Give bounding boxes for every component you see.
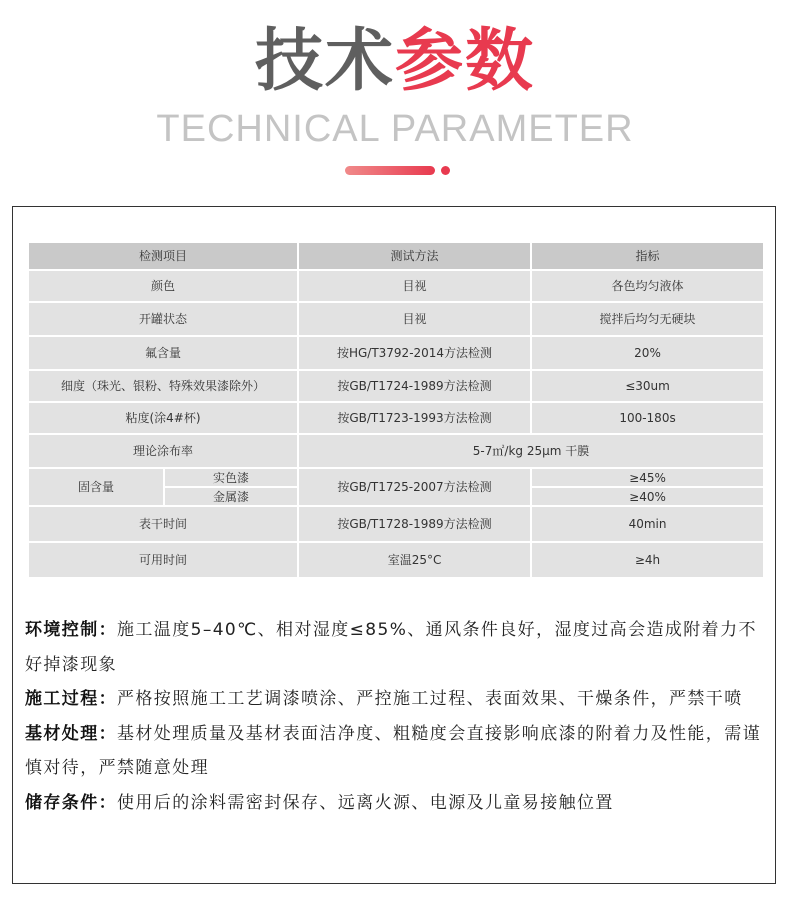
usage-notes (25, 613, 765, 820)
row-item: 颜色 (28, 270, 298, 302)
table-row (28, 302, 764, 336)
note-substrate (25, 717, 765, 786)
header-value: 指标 (531, 242, 764, 270)
coverage-value: 5-7㎡/kg 25μm 干膜 (298, 434, 764, 468)
note-storage (25, 786, 765, 821)
row-method: 按GB/T1723-1993方法检测 (298, 402, 531, 434)
solids-sub-solid: 实色漆 (164, 468, 298, 487)
table-row (28, 270, 764, 302)
row-item: 开罐状态 (28, 302, 298, 336)
row-method: 按GB/T1728-1989方法检测 (298, 506, 531, 542)
table-row (28, 336, 764, 370)
table-row (28, 434, 764, 468)
title-underline-dot (441, 166, 450, 175)
title-part-2: 参数 (395, 22, 536, 101)
page-subtitle: TECHNICAL PARAMETER (156, 108, 634, 150)
row-value: 40min (531, 506, 764, 542)
solids-value-metallic: ≥40% (531, 487, 764, 506)
row-item: 粘度(涂4#杯) (28, 402, 298, 434)
row-value: ≤30um (531, 370, 764, 402)
solids-sub-metallic: 金属漆 (164, 487, 298, 506)
row-value: 各色均匀液体 (531, 270, 764, 302)
note-text: 严格按照施工工艺调漆喷涂、严控施工过程、表面效果、干燥条件，严禁干喷 (117, 689, 743, 709)
header-item: 检测项目 (28, 242, 298, 270)
note-environment (25, 613, 765, 682)
spec-table (27, 241, 765, 579)
coverage-item: 理论涂布率 (28, 434, 298, 468)
note-label: 储存条件： (25, 792, 117, 813)
solids-method: 按GB/T1725-2007方法检测 (298, 468, 531, 506)
table-row (28, 402, 764, 434)
row-item: 氟含量 (28, 336, 298, 370)
table-row (28, 542, 764, 578)
title-part-1: 技术 (254, 22, 395, 101)
spec-panel (12, 206, 776, 884)
solids-item: 固含量 (28, 468, 164, 506)
note-text: 施工温度5–40℃、相对湿度≤85%、通风条件良好，湿度过高会造成附着力不好掉漆现象 (25, 620, 757, 675)
row-item: 表干时间 (28, 506, 298, 542)
note-label: 环境控制： (25, 620, 117, 640)
row-value: 20% (531, 336, 764, 370)
note-text: 使用后的涂料需密封保存、远离火源、电源及儿童易接触位置 (117, 792, 614, 813)
title-underline-bar (345, 166, 435, 175)
row-value: 100-180s (531, 402, 764, 434)
note-label: 施工过程： (25, 689, 117, 709)
note-process (25, 682, 765, 717)
row-item: 可用时间 (28, 542, 298, 578)
row-method: 目视 (298, 270, 531, 302)
table-header-row (28, 242, 764, 270)
row-method: 按HG/T3792-2014方法检测 (298, 336, 531, 370)
row-method: 室温25°C (298, 542, 531, 578)
page-title (0, 20, 790, 104)
note-label: 基材处理： (25, 723, 117, 744)
solids-value-solid: ≥45% (531, 468, 764, 487)
row-value: 搅拌后均匀无硬块 (531, 302, 764, 336)
table-row (28, 506, 764, 542)
row-method: 目视 (298, 302, 531, 336)
row-method: 按GB/T1724-1989方法检测 (298, 370, 531, 402)
row-value: ≥4h (531, 542, 764, 578)
table-row-solids (28, 468, 764, 487)
table-row (28, 370, 764, 402)
page-header (0, 0, 790, 200)
row-item: 细度（珠光、银粉、特殊效果漆除外） (28, 370, 298, 402)
header-method: 测试方法 (298, 242, 531, 270)
note-text: 基材处理质量及基材表面洁净度、粗糙度会直接影响底漆的附着力及性能，需谨慎对待，严禁随意处理 (25, 723, 761, 778)
